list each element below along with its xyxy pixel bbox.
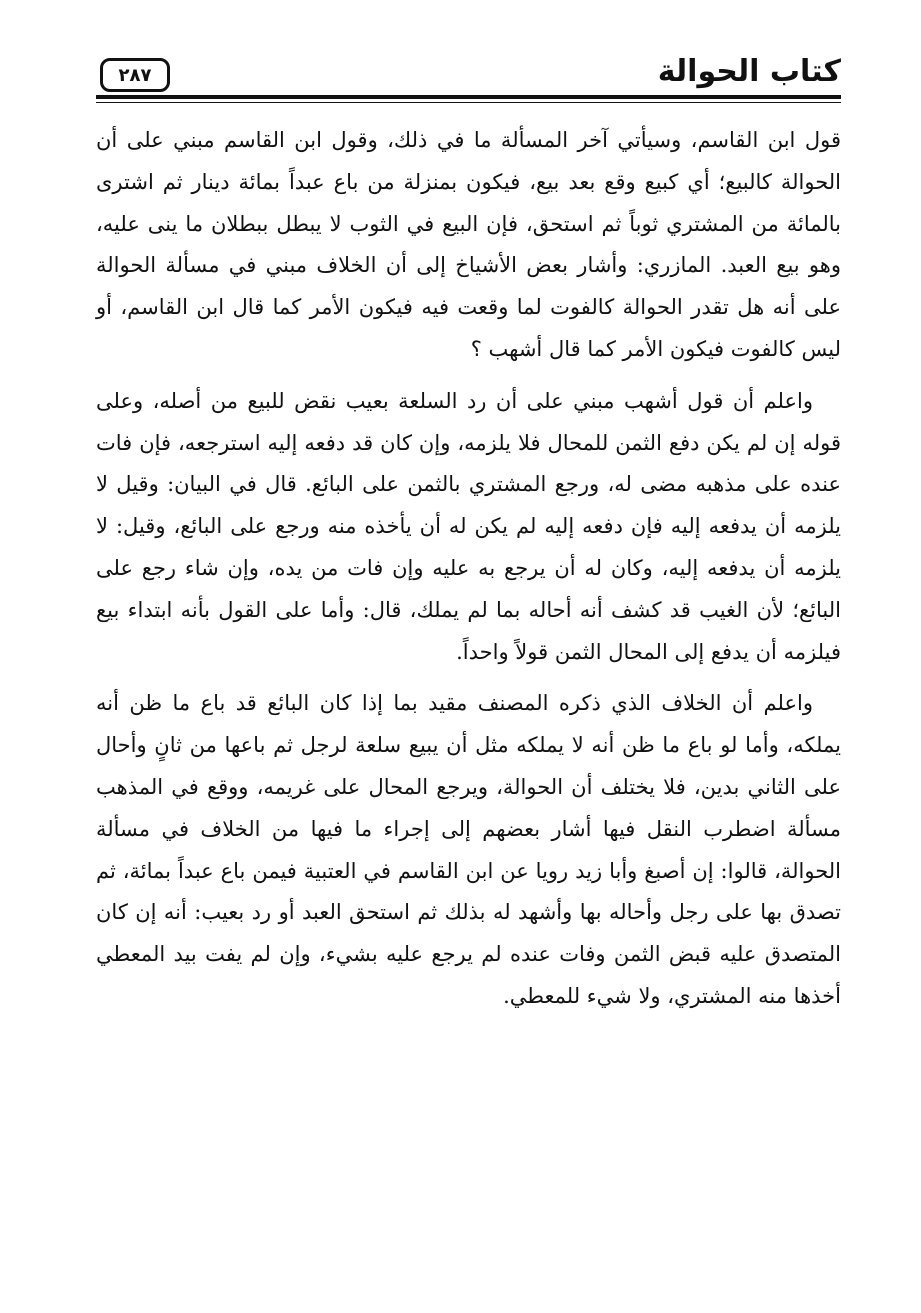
book-title: كتاب الحوالة [657,54,841,89]
paragraph: قول ابن القاسم، وسيأتي آخر المسألة ما في ذلك، وقول ابن القاسم مبني على أن الحوالة كالبيع؛ أي كبيع وقع بعد بيع، فيكون بمنزلة من باع عبداً بمائة دينار ثم اشترى بالمائة من المشتري ثوباً ثم استحق، فإن البيع في الثوب لا يبطل ببطلان ما ينى عليه، وهو بيع العبد. المازري: وأشار بعض الأشياخ إلى أن الخلاف مبني في مسألة الحوالة على أنه هل تقدر الحوالة كالفوت لما وقعت فيه فيكون الأمر كما قال ابن القاسم، أو ليس كالفوت فيكون الأمر كما قال أشهب ؟ [96,128,841,361]
header-rule [96,95,841,99]
paragraph: واعلم أن الخلاف الذي ذكره المصنف مقيد بما إذا كان البائع قد باع ما ظن أنه يملكه، وأما لو باع ما ظن أنه لا يملكه مثل أن يبيع سلعة لرجل ثم باعها من ثانٍ وأحال على الثاني بدين، فلا يختلف أن الحوالة، ويرجع المحال على غريمه، ووقع في المذهب مسألة اضطرب النقل فيها أشار بعضهم إلى إجراء ما فيها من الخلاف في مسألة الحوالة، قالوا: إن أصبغ وأبا زيد رويا عن ابن القاسم في العتبية فيمن باع عبداً بمائة، ثم تصدق بها على رجل وأحاله بها وأشهد له بذلك ثم استحق العبد أو رد بعيب: أنه إن كان المتصدق عليه قبض الثمن وفات عنده لم يرجع عليه بشيء، وإن لم يفت بيد المعطي أخذها منه المشتري، ولا شيء للمعطي. [96,691,841,1008]
page-body [96,120,841,1028]
paragraph: واعلم أن قول أشهب مبني على أن رد السلعة بعيب نقض للبيع من أصله، وعلى قوله إن لم يكن دفع الثمن للمحال فلا يلزمه، وإن كان قد دفعه إليه استرجعه، فإن فات عنده على مذهبه مضى له، ورجع المشتري بالثمن على البائع. قال في البيان: وقيل لا يلزمه أن يدفعه إليه فإن دفعه إليه لم يكن له أن يأخذه منه ورجع على البائع، وقيل: لا يلزمه أن يدفعه إليه، وكان له أن يرجع به عليه وإن فات من يده، وإن شاء رجع على البائع؛ لأن الغيب قد كشف أنه أحاله بما لم يملك، قال: وأما على القول بأنه ابتداء بيع فيلزمه أن يدفع إلى المحال الثمن قولاً واحداً. [96,388,841,664]
header-rule-thin [96,102,841,103]
page-header [96,52,841,104]
page-number: ٢٨٧ [100,58,170,92]
